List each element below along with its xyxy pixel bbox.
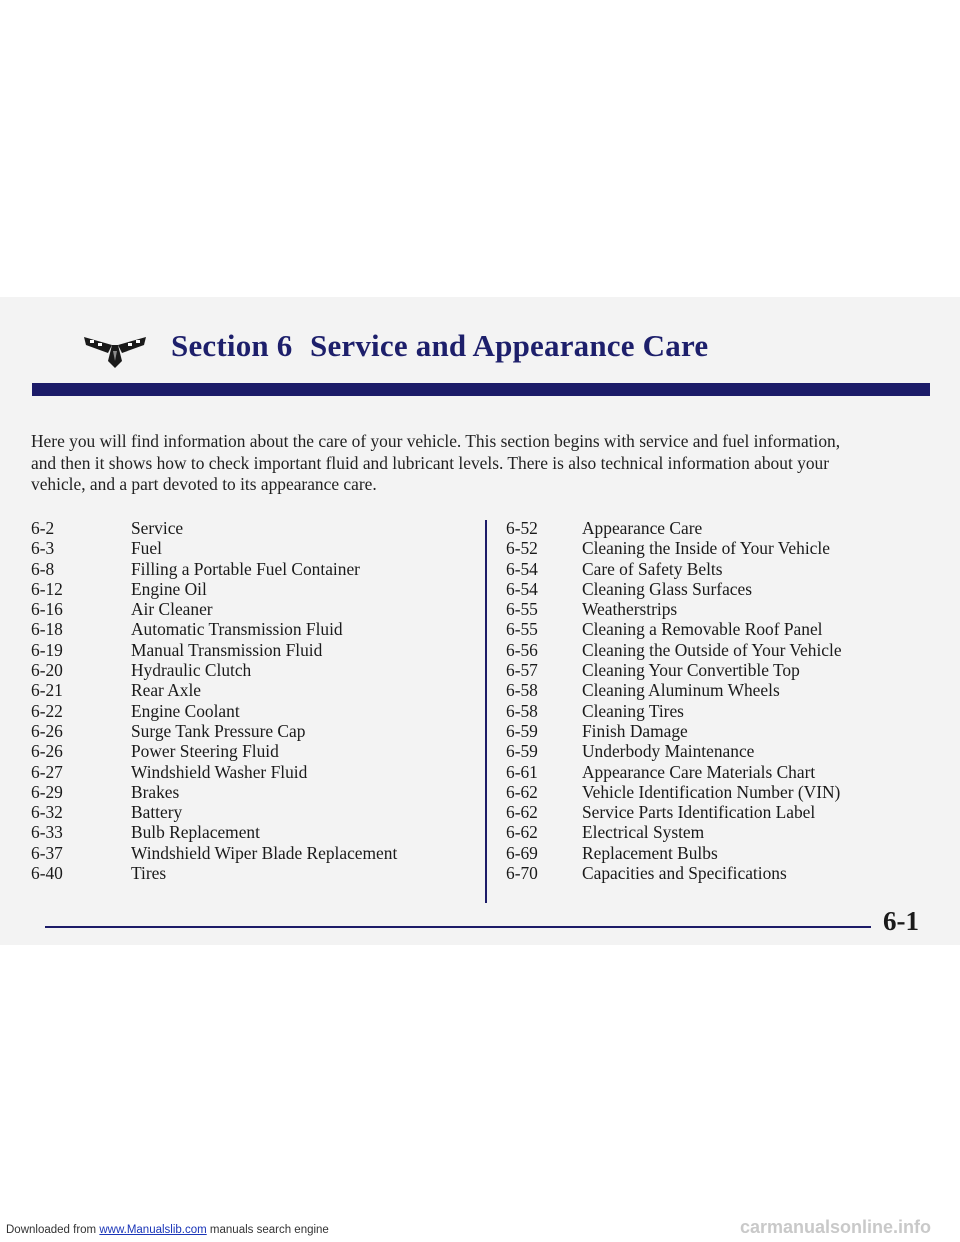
toc-title: Windshield Wiper Blade Replacement bbox=[131, 842, 398, 863]
toc-entry[interactable] bbox=[31, 640, 451, 660]
toc-page-number: 6-2 bbox=[31, 518, 55, 538]
toc-title: Cleaning Glass Surfaces bbox=[582, 578, 753, 599]
toc-entry[interactable] bbox=[31, 599, 451, 619]
toc-entry[interactable] bbox=[31, 863, 451, 883]
toc-page-number: 6-56 bbox=[506, 639, 538, 660]
toc-right-column bbox=[506, 518, 926, 883]
toc-title: Brakes bbox=[131, 781, 180, 802]
toc-page-number: 6-69 bbox=[506, 842, 538, 863]
toc-page-number: 6-55 bbox=[506, 619, 538, 640]
toc-page-number: 6-59 bbox=[506, 720, 538, 741]
toc-entry[interactable] bbox=[506, 640, 926, 660]
toc-entry[interactable] bbox=[506, 559, 926, 579]
toc-entry[interactable] bbox=[506, 782, 926, 802]
section-name: Service and Appearance Care bbox=[310, 328, 709, 363]
toc-title: Surge Tank Pressure Cap bbox=[131, 720, 306, 741]
toc-page-number: 6-55 bbox=[506, 599, 538, 620]
toc-title: Power Steering Fluid bbox=[131, 741, 279, 762]
toc-page-number: 6-62 bbox=[506, 822, 538, 843]
toc-entry[interactable] bbox=[506, 619, 926, 639]
toc-page-number: 6-37 bbox=[31, 842, 63, 863]
toc-title: Cleaning a Removable Roof Panel bbox=[582, 619, 823, 640]
toc-page-number: 6-29 bbox=[31, 781, 63, 802]
toc-entry[interactable] bbox=[31, 538, 451, 558]
toc-title: Care of Safety Belts bbox=[582, 558, 723, 579]
toc-entry[interactable] bbox=[31, 680, 451, 700]
toc-title: Engine Oil bbox=[131, 578, 207, 599]
toc-page-number: 6-19 bbox=[31, 639, 63, 660]
toc-title: Manual Transmission Fluid bbox=[131, 639, 323, 660]
toc-page-number: 6-22 bbox=[31, 700, 63, 721]
toc-page-number: 6-40 bbox=[31, 863, 63, 884]
toc-entry[interactable] bbox=[31, 660, 451, 680]
watermark-text: carmanualsonline.info bbox=[740, 1217, 932, 1237]
toc-title: Windshield Washer Fluid bbox=[131, 761, 308, 782]
toc-left-column bbox=[31, 518, 451, 883]
toc-title: Bulb Replacement bbox=[131, 822, 260, 843]
toc-page-number: 6-26 bbox=[31, 720, 63, 741]
toc-title: Capacities and Specifications bbox=[582, 863, 787, 884]
toc-title: Vehicle Identification Number (VIN) bbox=[582, 781, 841, 802]
toc-title: Filling a Portable Fuel Container bbox=[131, 558, 360, 579]
toc-entry[interactable] bbox=[506, 822, 926, 842]
toc-title: Air Cleaner bbox=[131, 599, 213, 620]
toc-page-number: 6-61 bbox=[506, 761, 538, 782]
toc-entry[interactable] bbox=[31, 843, 451, 863]
toc-page-number: 6-52 bbox=[506, 538, 538, 559]
intro-line: vehicle, and a part devoted to its appearance care. bbox=[31, 474, 377, 494]
toc-entry[interactable] bbox=[506, 762, 926, 782]
toc-entry[interactable] bbox=[506, 721, 926, 741]
toc-title: Battery bbox=[131, 802, 183, 823]
toc-page-number: 6-62 bbox=[506, 802, 538, 823]
toc-entry[interactable] bbox=[506, 701, 926, 721]
download-line bbox=[6, 1224, 329, 1236]
page-number: 6-1 bbox=[883, 906, 919, 936]
toc-entry[interactable] bbox=[31, 782, 451, 802]
toc-entry[interactable] bbox=[31, 802, 451, 822]
section-number: Section 6 bbox=[171, 328, 293, 363]
title-rule-bar bbox=[32, 383, 930, 396]
toc-title: Underbody Maintenance bbox=[582, 741, 755, 762]
toc-entry[interactable] bbox=[506, 599, 926, 619]
toc-entry[interactable] bbox=[31, 762, 451, 782]
toc-page-number: 6-58 bbox=[506, 680, 538, 701]
toc-title: Hydraulic Clutch bbox=[131, 660, 252, 681]
toc-title: Engine Coolant bbox=[131, 700, 240, 721]
toc-title: Cleaning Tires bbox=[582, 700, 684, 721]
toc-entry[interactable] bbox=[31, 579, 451, 599]
toc-entry[interactable] bbox=[31, 701, 451, 721]
crossed-flags-emblem-icon bbox=[82, 331, 148, 369]
intro-line: and then it shows how to check important fluid and lubricant levels. There is also technical information about your bbox=[31, 452, 829, 473]
toc-page-number: 6-58 bbox=[506, 700, 538, 721]
toc-page-number: 6-57 bbox=[506, 660, 538, 681]
toc-entry[interactable] bbox=[31, 619, 451, 639]
toc-page-number: 6-70 bbox=[506, 863, 538, 884]
toc-page-number: 6-16 bbox=[31, 599, 63, 620]
toc-title: Cleaning the Outside of Your Vehicle bbox=[582, 639, 842, 660]
footer-rule bbox=[45, 926, 871, 928]
toc-entry[interactable] bbox=[506, 579, 926, 599]
toc-entry[interactable] bbox=[31, 741, 451, 761]
toc-page-number: 6-59 bbox=[506, 741, 538, 762]
section-title bbox=[171, 328, 708, 364]
toc-page-number: 6-21 bbox=[31, 680, 63, 701]
toc-title: Fuel bbox=[131, 538, 162, 559]
toc-title: Tires bbox=[131, 863, 167, 884]
toc-entry[interactable] bbox=[31, 518, 451, 538]
toc-entry[interactable] bbox=[506, 863, 926, 883]
toc-page-number: 6-26 bbox=[31, 741, 63, 762]
download-prefix: Downloaded from bbox=[6, 1224, 97, 1236]
toc-page-number: 6-52 bbox=[506, 518, 538, 538]
toc-page-number: 6-32 bbox=[31, 802, 63, 823]
toc-page-number: 6-54 bbox=[506, 578, 538, 599]
toc-page-number: 6-3 bbox=[31, 538, 55, 559]
toc-title: Replacement Bulbs bbox=[582, 842, 718, 863]
toc-title: Service Parts Identification Label bbox=[582, 802, 816, 823]
toc-title: Service bbox=[131, 518, 184, 538]
toc-page-number: 6-33 bbox=[31, 822, 63, 843]
toc-title: Electrical System bbox=[582, 822, 705, 843]
toc-page-number: 6-12 bbox=[31, 578, 63, 599]
toc-entry[interactable] bbox=[506, 660, 926, 680]
toc-entry[interactable] bbox=[31, 822, 451, 842]
intro-line: Here you will find information about the care of your vehicle. This section begins with service and fuel information, bbox=[31, 431, 841, 451]
toc-entry[interactable] bbox=[31, 559, 451, 579]
toc-title: Appearance Care bbox=[582, 518, 703, 538]
toc-entry[interactable] bbox=[506, 680, 926, 700]
download-suffix: manuals search engine bbox=[209, 1224, 329, 1236]
manualslib-link[interactable]: www.Manualslib.com bbox=[99, 1224, 207, 1236]
toc-entry[interactable] bbox=[506, 802, 926, 822]
toc-page-number: 6-27 bbox=[31, 761, 63, 782]
toc-entry[interactable] bbox=[506, 843, 926, 863]
intro-paragraph bbox=[31, 431, 921, 496]
toc-entry[interactable] bbox=[31, 721, 451, 741]
toc-title: Rear Axle bbox=[131, 680, 202, 701]
toc-title: Automatic Transmission Fluid bbox=[131, 619, 343, 640]
toc-entry[interactable] bbox=[506, 538, 926, 558]
toc-entry[interactable] bbox=[506, 741, 926, 761]
toc-page-number: 6-8 bbox=[31, 558, 55, 579]
toc-entry[interactable] bbox=[506, 518, 926, 538]
toc-page-number: 6-20 bbox=[31, 660, 63, 681]
toc-title: Finish Damage bbox=[582, 720, 688, 741]
toc-page-number: 6-18 bbox=[31, 619, 63, 640]
toc-title: Cleaning Aluminum Wheels bbox=[582, 680, 780, 701]
column-divider bbox=[485, 520, 487, 903]
toc-page-number: 6-54 bbox=[506, 558, 538, 579]
toc-title: Weatherstrips bbox=[582, 599, 678, 620]
toc-page-number: 6-62 bbox=[506, 781, 538, 802]
toc-title: Cleaning Your Convertible Top bbox=[582, 660, 800, 681]
toc-title: Appearance Care Materials Chart bbox=[582, 761, 816, 782]
toc-title: Cleaning the Inside of Your Vehicle bbox=[582, 538, 830, 559]
